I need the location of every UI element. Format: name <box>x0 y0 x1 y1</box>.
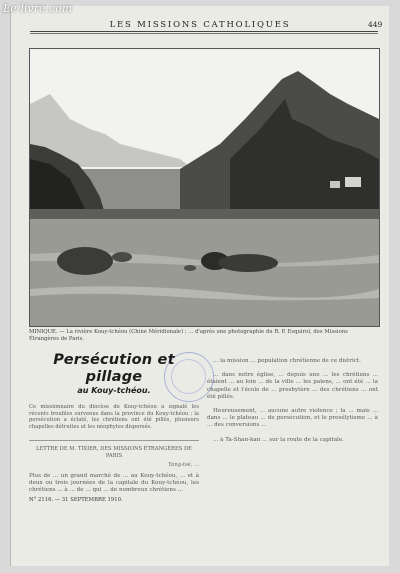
caption-label: MINIQUE. <box>29 329 58 335</box>
paragraph: ... la mission ... population chrétienne de ce district. <box>213 358 361 364</box>
paragraph: ... à Ta-Shan-kan ... sur la route de la capitale. <box>213 436 344 443</box>
caption-text: — La rivière Kouy-tchéou (Chine Méridionale) ; ... d'après une photographie du R. P. Esquirol, des Missions Étrangères de Paris. <box>29 329 348 342</box>
letter-heading: LETTRE DE M. TIXIER, DES MISSIONS ÉTRANGÈRES DE PARIS <box>29 440 199 460</box>
paragraph: Heureusement, ... aucune autre violence ; la ... mais ... dans ... le plateau ... de persécution, et le prosélytisme ... à ... des conversions ... <box>207 408 378 429</box>
article-intro: Ce missionnaire du diocèse de Kouy-tchéou a signalé les récents troubles survenus dans la province du Kouy-tchéou ; la persécution a éclaté, les chrétiens ont été pillés, plusieurs chapelles détruites et les néophytes dispersés. <box>29 404 199 430</box>
header-rule <box>30 31 378 34</box>
article-subtitle: au Kouy-tchéou. <box>77 386 151 395</box>
issue-footer: N° 2116. — 31 SEPTEMBRE 1910. <box>29 497 123 504</box>
watermark-logo: Le-livre.com <box>3 2 73 15</box>
article-title: Persécution et pillage <box>53 352 175 385</box>
river-photograph <box>29 48 380 327</box>
letter-place: Yang-tsé, ... <box>168 461 199 468</box>
paragraph: ... dans notre église, ... depuis une ... les chrétiens ... étaient ... au loin ... de la ville ... les païens, ... ont été ... la chapelle et l'école de ... presbytère ... des chrétiens ... ont été pillés. <box>207 372 378 400</box>
body-text-left: Plus de ... un grand marché de ... au Kouy-tchéou, ... et à deux ou trois journées de la capitale du Kouy-tchéou, les chrétiens ... à ... de ... qui ... de nombreux chrétiens ... <box>29 472 199 493</box>
page-number: 449 <box>368 20 383 29</box>
photo-caption <box>29 329 378 343</box>
right-column <box>207 358 378 451</box>
left-column <box>29 352 199 503</box>
running-title: LES MISSIONS CATHOLIQUES <box>109 20 291 30</box>
